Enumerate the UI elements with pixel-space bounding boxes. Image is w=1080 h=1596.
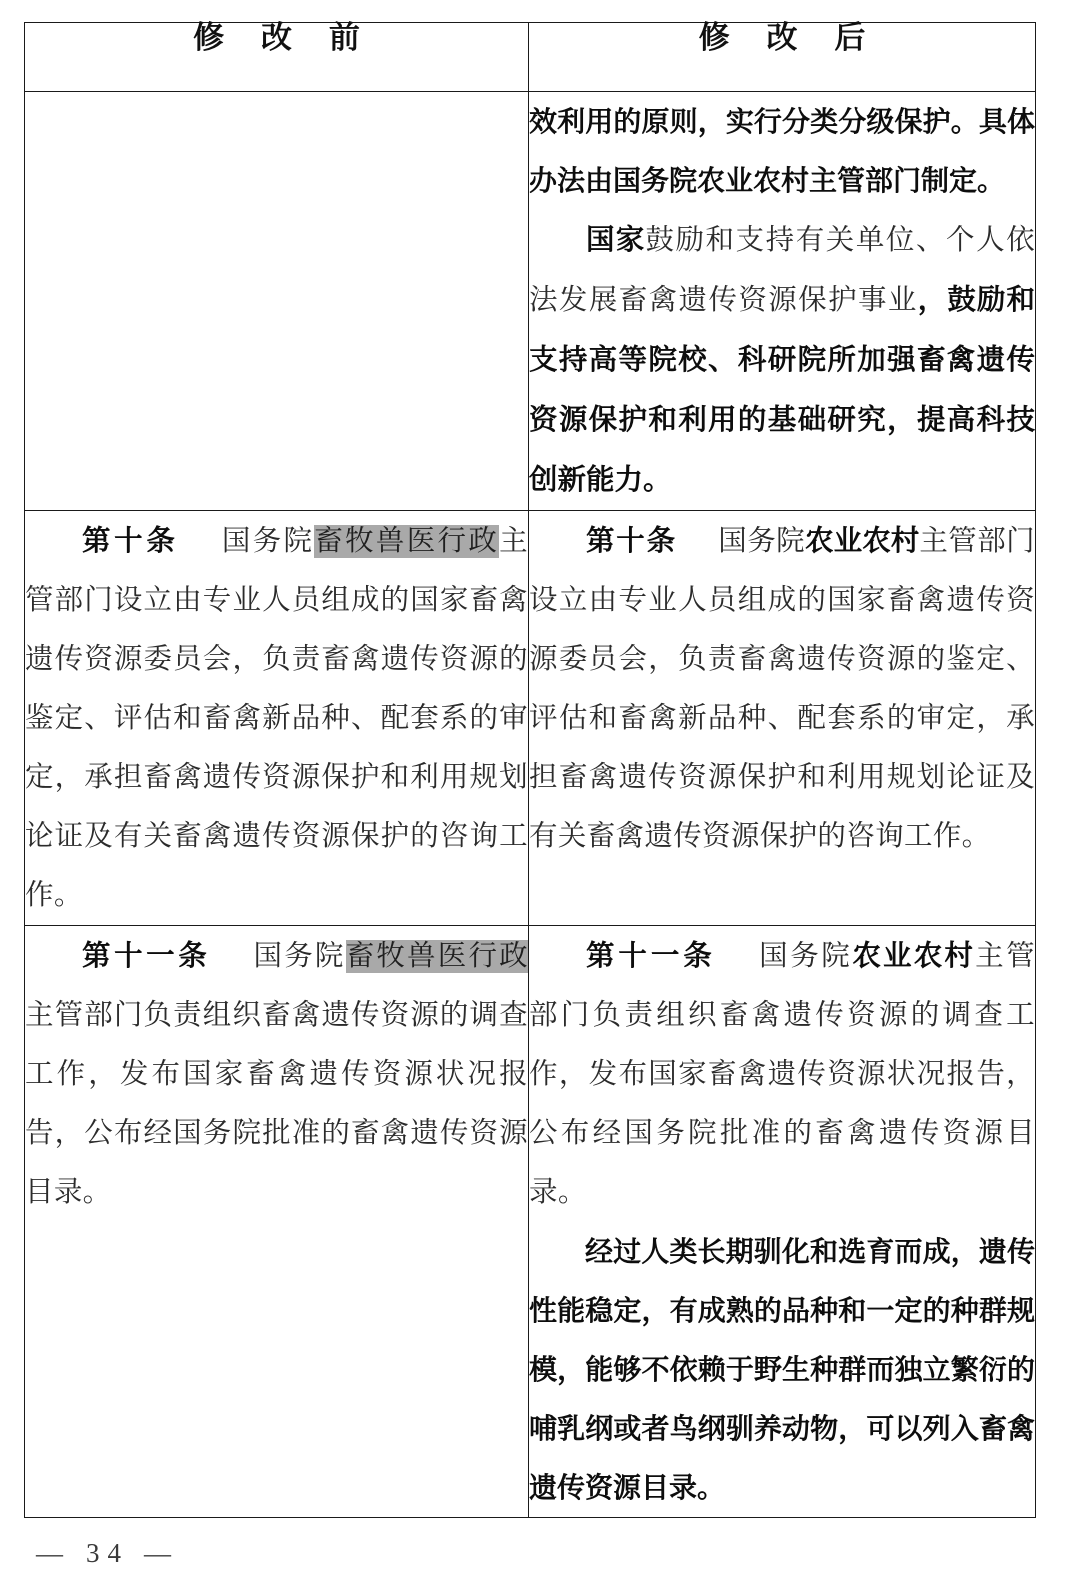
paragraph (529, 926, 1035, 1222)
page-footer (0, 1538, 1080, 1569)
text-run-bold: 效利用的原则，实行分类分级保护。具体办法由国务院农业农村主管部门制定。 (529, 105, 1035, 197)
amendment-comparison-table (24, 22, 1036, 1518)
text-run-bold: 国家 (586, 223, 646, 256)
paragraph (529, 511, 1035, 866)
paragraph (529, 92, 1035, 210)
row-article-10-cell-after (529, 511, 1036, 926)
row-continuation-cell-after (529, 92, 1036, 511)
table-body (25, 92, 1036, 1518)
page-number: — 34 — (36, 1538, 180, 1568)
text-run-artno: 第十一条 (82, 939, 211, 972)
table-row (25, 511, 1036, 926)
column-header-after-label: 修 改 后 (698, 20, 879, 56)
paragraph (529, 210, 1035, 510)
row-continuation-cell-before (25, 92, 529, 511)
text-run-kai: 国务院 (251, 941, 346, 972)
column-header-after (529, 20, 1036, 92)
text-run-artno: 第十一条 (586, 939, 716, 972)
paragraph (25, 511, 528, 925)
text-run-kai: 国务院 (718, 526, 806, 557)
row-article-11-cell-before (25, 926, 529, 1518)
table-row (25, 926, 1036, 1518)
text-run-kai: 主管部门设立由专业人员组成的国家畜禽遗传资源委员会，负责畜禽遗传资源的鉴定、评估和畜禽新品种、配套系的审定，承担畜禽遗传资源保护和利用规划论证及有关畜禽遗传资源保护的咨询工作。 (529, 526, 1035, 852)
text-run-bold: ，鼓励和支持高等院校、科研院所加强畜禽遗传资源保护和利用的基础研究，提高科技创新能力。 (529, 283, 1035, 496)
text-run-kai: 主管部门负责组织畜禽遗传资源的调查工作，发布国家畜禽遗传资源状况报告，公布经国务院批准的畜禽遗传资源目录。 (25, 1000, 528, 1208)
text-run-bold: 农业农村 (852, 939, 976, 972)
text-run-artno: 第十条 (586, 524, 677, 557)
row-article-10-cell-before (25, 511, 529, 926)
text-run-kai: 主管部门负责组织畜禽遗传资源的调查工作，发布国家畜禽遗传资源状况报告，公布经国务院批准的畜禽遗传资源目录。 (529, 941, 1036, 1208)
table-row (25, 92, 1036, 511)
text-run-kai: 国务院 (219, 526, 315, 557)
table-header-row (25, 23, 1036, 92)
row-article-11-cell-after (529, 926, 1036, 1518)
paragraph (529, 1222, 1035, 1517)
text-run-artno: 第十条 (82, 524, 179, 557)
text-run-highlight: 畜牧兽医行政 (314, 526, 500, 557)
text-run-kai: 主管部门设立由专业人员组成的国家畜禽遗传资源委员会，负责畜禽遗传资源的鉴定、评估和畜禽新品种、配套系的审定，承担畜禽遗传资源保护和利用规划论证及有关畜禽遗传资源保护的咨询工作。 (25, 526, 528, 911)
text-run-bold: 经过人类长期驯化和选育而成，遗传性能稳定，有成熟的品种和一定的种群规模，能够不依赖于野生种群而独立繁衍的哺乳纲或者鸟纲驯养动物，可以列入畜禽遗传资源目录。 (529, 1235, 1035, 1504)
text-run-highlight: 畜牧兽医行政 (345, 941, 529, 972)
column-header-before-label: 修 改 前 (193, 20, 373, 56)
paragraph (25, 926, 528, 1222)
text-run-kai: 国务院 (756, 941, 853, 972)
text-run-kai: 鼓励和支持有关单位、个人依法发展畜禽遗传资源保护事业 (529, 225, 1035, 316)
text-run-bold: 农业农村 (805, 524, 920, 557)
column-header-before (25, 20, 529, 92)
